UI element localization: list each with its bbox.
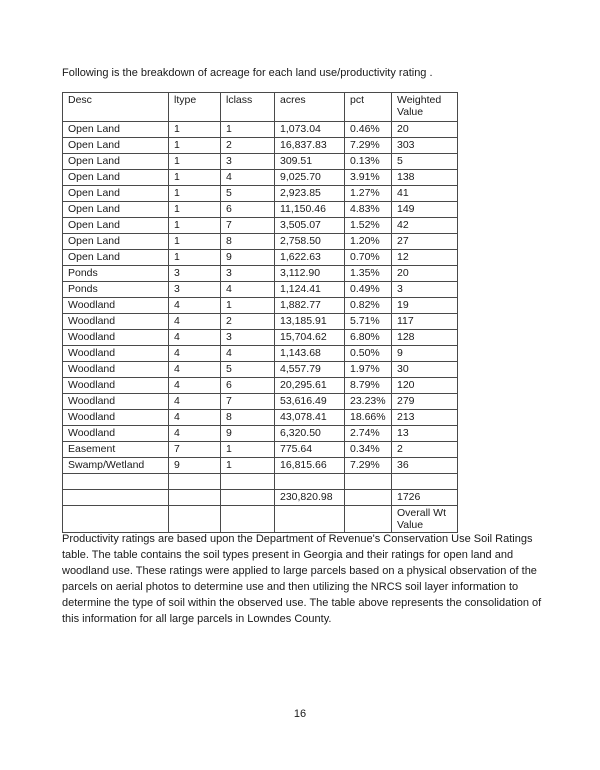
table-body bbox=[63, 122, 458, 533]
table-row bbox=[63, 346, 458, 362]
table-cell bbox=[275, 506, 345, 533]
table-cell: 9 bbox=[392, 346, 458, 362]
table-cell: 23.23% bbox=[345, 394, 392, 410]
table-row bbox=[63, 186, 458, 202]
table-cell: 5 bbox=[392, 154, 458, 170]
table-cell: 1 bbox=[221, 442, 275, 458]
table-row bbox=[63, 218, 458, 234]
table-cell bbox=[221, 490, 275, 506]
table-cell: Ponds bbox=[63, 282, 169, 298]
table-cell: 1,073.04 bbox=[275, 122, 345, 138]
table-cell bbox=[345, 490, 392, 506]
table-cell: Open Land bbox=[63, 186, 169, 202]
table-cell: 3 bbox=[221, 154, 275, 170]
table-cell: 18.66% bbox=[345, 410, 392, 426]
table-cell: Easement bbox=[63, 442, 169, 458]
table-row bbox=[63, 298, 458, 314]
table-cell: 2 bbox=[221, 314, 275, 330]
table-cell: Ponds bbox=[63, 266, 169, 282]
table-cell: 16,837.83 bbox=[275, 138, 345, 154]
table-cell: 1,124.41 bbox=[275, 282, 345, 298]
table-cell: 1 bbox=[169, 170, 221, 186]
table-row bbox=[63, 250, 458, 266]
table-cell: 3 bbox=[169, 282, 221, 298]
table-cell: 7 bbox=[221, 218, 275, 234]
table-cell: 149 bbox=[392, 202, 458, 218]
table-cell: 6.80% bbox=[345, 330, 392, 346]
table-cell: 20 bbox=[392, 122, 458, 138]
table-cell: 4 bbox=[169, 410, 221, 426]
column-header: Weighted Value bbox=[392, 93, 458, 122]
table-cell: 4 bbox=[221, 170, 275, 186]
table-cell: 4 bbox=[169, 330, 221, 346]
table-cell: Open Land bbox=[63, 202, 169, 218]
table-cell: 5 bbox=[221, 186, 275, 202]
table-cell: 230,820.98 bbox=[275, 490, 345, 506]
table-cell: 3.91% bbox=[345, 170, 392, 186]
table-cell: Open Land bbox=[63, 234, 169, 250]
table-cell: Woodland bbox=[63, 410, 169, 426]
table-cell: Open Land bbox=[63, 218, 169, 234]
table-row bbox=[63, 314, 458, 330]
table-row bbox=[63, 122, 458, 138]
table-cell: 6 bbox=[221, 202, 275, 218]
table-cell: 2.74% bbox=[345, 426, 392, 442]
table-cell: 1 bbox=[221, 298, 275, 314]
table-cell: 5.71% bbox=[345, 314, 392, 330]
table-cell: 8.79% bbox=[345, 378, 392, 394]
table-cell: 1.27% bbox=[345, 186, 392, 202]
table-cell: 20 bbox=[392, 266, 458, 282]
table-cell bbox=[63, 506, 169, 533]
table-cell: 120 bbox=[392, 378, 458, 394]
table-cell: 9,025.70 bbox=[275, 170, 345, 186]
table-cell: 4 bbox=[169, 346, 221, 362]
table-cell: 43,078.41 bbox=[275, 410, 345, 426]
table-cell: 3,505.07 bbox=[275, 218, 345, 234]
table-row bbox=[63, 442, 458, 458]
table-cell: 138 bbox=[392, 170, 458, 186]
table-cell: 0.82% bbox=[345, 298, 392, 314]
table-cell: Woodland bbox=[63, 378, 169, 394]
table-cell bbox=[169, 474, 221, 490]
table-cell: 7.29% bbox=[345, 458, 392, 474]
table-cell bbox=[275, 474, 345, 490]
table-cell: Woodland bbox=[63, 346, 169, 362]
table-cell: 7.29% bbox=[345, 138, 392, 154]
table-cell bbox=[63, 474, 169, 490]
table-cell: Woodland bbox=[63, 362, 169, 378]
table-cell: 4 bbox=[221, 346, 275, 362]
table-cell: Overall Wt Value bbox=[392, 506, 458, 533]
table-cell: 0.46% bbox=[345, 122, 392, 138]
table-cell: 4 bbox=[169, 298, 221, 314]
acreage-table bbox=[62, 92, 458, 533]
table-cell: 1 bbox=[169, 234, 221, 250]
column-header: pct bbox=[345, 93, 392, 122]
column-header: lclass bbox=[221, 93, 275, 122]
table-cell: 53,616.49 bbox=[275, 394, 345, 410]
table-cell: Open Land bbox=[63, 122, 169, 138]
page-number: 16 bbox=[293, 708, 307, 720]
table-cell: 27 bbox=[392, 234, 458, 250]
table-cell: 1 bbox=[169, 122, 221, 138]
table-cell: 30 bbox=[392, 362, 458, 378]
table-cell: 8 bbox=[221, 234, 275, 250]
table-cell: 3 bbox=[221, 330, 275, 346]
table-row bbox=[63, 394, 458, 410]
table-cell: Woodland bbox=[63, 426, 169, 442]
intro-text: Following is the breakdown of acreage for each land use/productivity rating . bbox=[62, 67, 433, 79]
table-cell: 775.64 bbox=[275, 442, 345, 458]
table-row bbox=[63, 458, 458, 474]
table-cell: 1 bbox=[169, 202, 221, 218]
table-cell: 4 bbox=[169, 378, 221, 394]
table-cell: 1.20% bbox=[345, 234, 392, 250]
table-cell: 3,112.90 bbox=[275, 266, 345, 282]
table-row bbox=[63, 170, 458, 186]
table-cell: 3 bbox=[392, 282, 458, 298]
table-cell: 20,295.61 bbox=[275, 378, 345, 394]
table-cell: 5 bbox=[221, 362, 275, 378]
table-cell: 9 bbox=[169, 458, 221, 474]
table-cell: 2,758.50 bbox=[275, 234, 345, 250]
table-cell: 213 bbox=[392, 410, 458, 426]
table-cell: 3 bbox=[169, 266, 221, 282]
table-row bbox=[63, 410, 458, 426]
body-paragraph: Productivity ratings are based upon the Department of Revenue's Conservation Use Soil Ratings table. The table contains the soil types present in Georgia and their ratings for open land and woodland use. These ratings were applied to large parcels based on a physical observation of the parcels on aerial photos to determine use and then utilizing the NRCS soil layer information to determine the type of soil within the observed use. The table above represents the consolidation of this information for all large parcels in Lowndes County. bbox=[62, 533, 542, 625]
table-cell: 0.34% bbox=[345, 442, 392, 458]
table-cell: 19 bbox=[392, 298, 458, 314]
table-row bbox=[63, 378, 458, 394]
table-row bbox=[63, 138, 458, 154]
table-cell: 1 bbox=[169, 186, 221, 202]
table-cell: 279 bbox=[392, 394, 458, 410]
table-cell: 4.83% bbox=[345, 202, 392, 218]
table-cell: 8 bbox=[221, 410, 275, 426]
table-cell: Open Land bbox=[63, 154, 169, 170]
table-cell: Woodland bbox=[63, 298, 169, 314]
table-cell: 41 bbox=[392, 186, 458, 202]
table-cell: 1 bbox=[221, 458, 275, 474]
table-cell: 4 bbox=[169, 426, 221, 442]
column-header: ltype bbox=[169, 93, 221, 122]
table-cell: 4,557.79 bbox=[275, 362, 345, 378]
table-cell: 9 bbox=[221, 426, 275, 442]
table-cell: 1 bbox=[169, 138, 221, 154]
table-cell: 1,882.77 bbox=[275, 298, 345, 314]
table-cell: 15,704.62 bbox=[275, 330, 345, 346]
table-row bbox=[63, 330, 458, 346]
table-cell: 4 bbox=[169, 394, 221, 410]
table-cell: 2 bbox=[221, 138, 275, 154]
table-cell: 13,185.91 bbox=[275, 314, 345, 330]
table-header-row bbox=[63, 93, 458, 122]
table-cell bbox=[221, 474, 275, 490]
table-cell: 4 bbox=[169, 362, 221, 378]
table-cell: Woodland bbox=[63, 330, 169, 346]
table-cell: 9 bbox=[221, 250, 275, 266]
table-cell: 1 bbox=[169, 154, 221, 170]
table-cell: 6 bbox=[221, 378, 275, 394]
table-row bbox=[63, 362, 458, 378]
table-row bbox=[63, 282, 458, 298]
table-cell bbox=[169, 506, 221, 533]
table-cell: 1,622.63 bbox=[275, 250, 345, 266]
column-header: acres bbox=[275, 93, 345, 122]
table-cell: 117 bbox=[392, 314, 458, 330]
table-row bbox=[63, 474, 458, 490]
table-cell: 4 bbox=[221, 282, 275, 298]
table-cell bbox=[345, 506, 392, 533]
table-row bbox=[63, 490, 458, 506]
table-cell: 2 bbox=[392, 442, 458, 458]
table-cell: 36 bbox=[392, 458, 458, 474]
table-cell: 2,923.85 bbox=[275, 186, 345, 202]
table-cell: 13 bbox=[392, 426, 458, 442]
table-row bbox=[63, 426, 458, 442]
table-cell: 128 bbox=[392, 330, 458, 346]
table-cell: 4 bbox=[169, 314, 221, 330]
table-cell: 3 bbox=[221, 266, 275, 282]
table-row bbox=[63, 506, 458, 533]
table-cell: Open Land bbox=[63, 138, 169, 154]
table-cell: 1.52% bbox=[345, 218, 392, 234]
table-cell bbox=[169, 490, 221, 506]
column-header: Desc bbox=[63, 93, 169, 122]
table-cell: 0.70% bbox=[345, 250, 392, 266]
table-cell bbox=[392, 474, 458, 490]
table-cell: 1 bbox=[169, 218, 221, 234]
table-cell: 1 bbox=[169, 250, 221, 266]
table-cell: 309.51 bbox=[275, 154, 345, 170]
table-cell: 1726 bbox=[392, 490, 458, 506]
table-cell: 0.50% bbox=[345, 346, 392, 362]
table-cell: 1 bbox=[221, 122, 275, 138]
table-cell bbox=[345, 474, 392, 490]
table-cell: 7 bbox=[221, 394, 275, 410]
table-cell: 11,150.46 bbox=[275, 202, 345, 218]
table-cell: 1.97% bbox=[345, 362, 392, 378]
table-cell: Swamp/Wetland bbox=[63, 458, 169, 474]
table-cell: 6,320.50 bbox=[275, 426, 345, 442]
table-cell: Open Land bbox=[63, 250, 169, 266]
table-cell: 1,143.68 bbox=[275, 346, 345, 362]
table-cell: Woodland bbox=[63, 314, 169, 330]
table-cell: 16,815.66 bbox=[275, 458, 345, 474]
table-row bbox=[63, 234, 458, 250]
table-row bbox=[63, 202, 458, 218]
table-row bbox=[63, 154, 458, 170]
table-cell: 12 bbox=[392, 250, 458, 266]
table-cell: 1.35% bbox=[345, 266, 392, 282]
table-cell: 7 bbox=[169, 442, 221, 458]
table-row bbox=[63, 266, 458, 282]
table-cell: 0.13% bbox=[345, 154, 392, 170]
table-cell bbox=[221, 506, 275, 533]
table-cell bbox=[63, 490, 169, 506]
table-cell: 42 bbox=[392, 218, 458, 234]
table-cell: Open Land bbox=[63, 170, 169, 186]
table-cell: 0.49% bbox=[345, 282, 392, 298]
table-cell: Woodland bbox=[63, 394, 169, 410]
table-cell: 303 bbox=[392, 138, 458, 154]
